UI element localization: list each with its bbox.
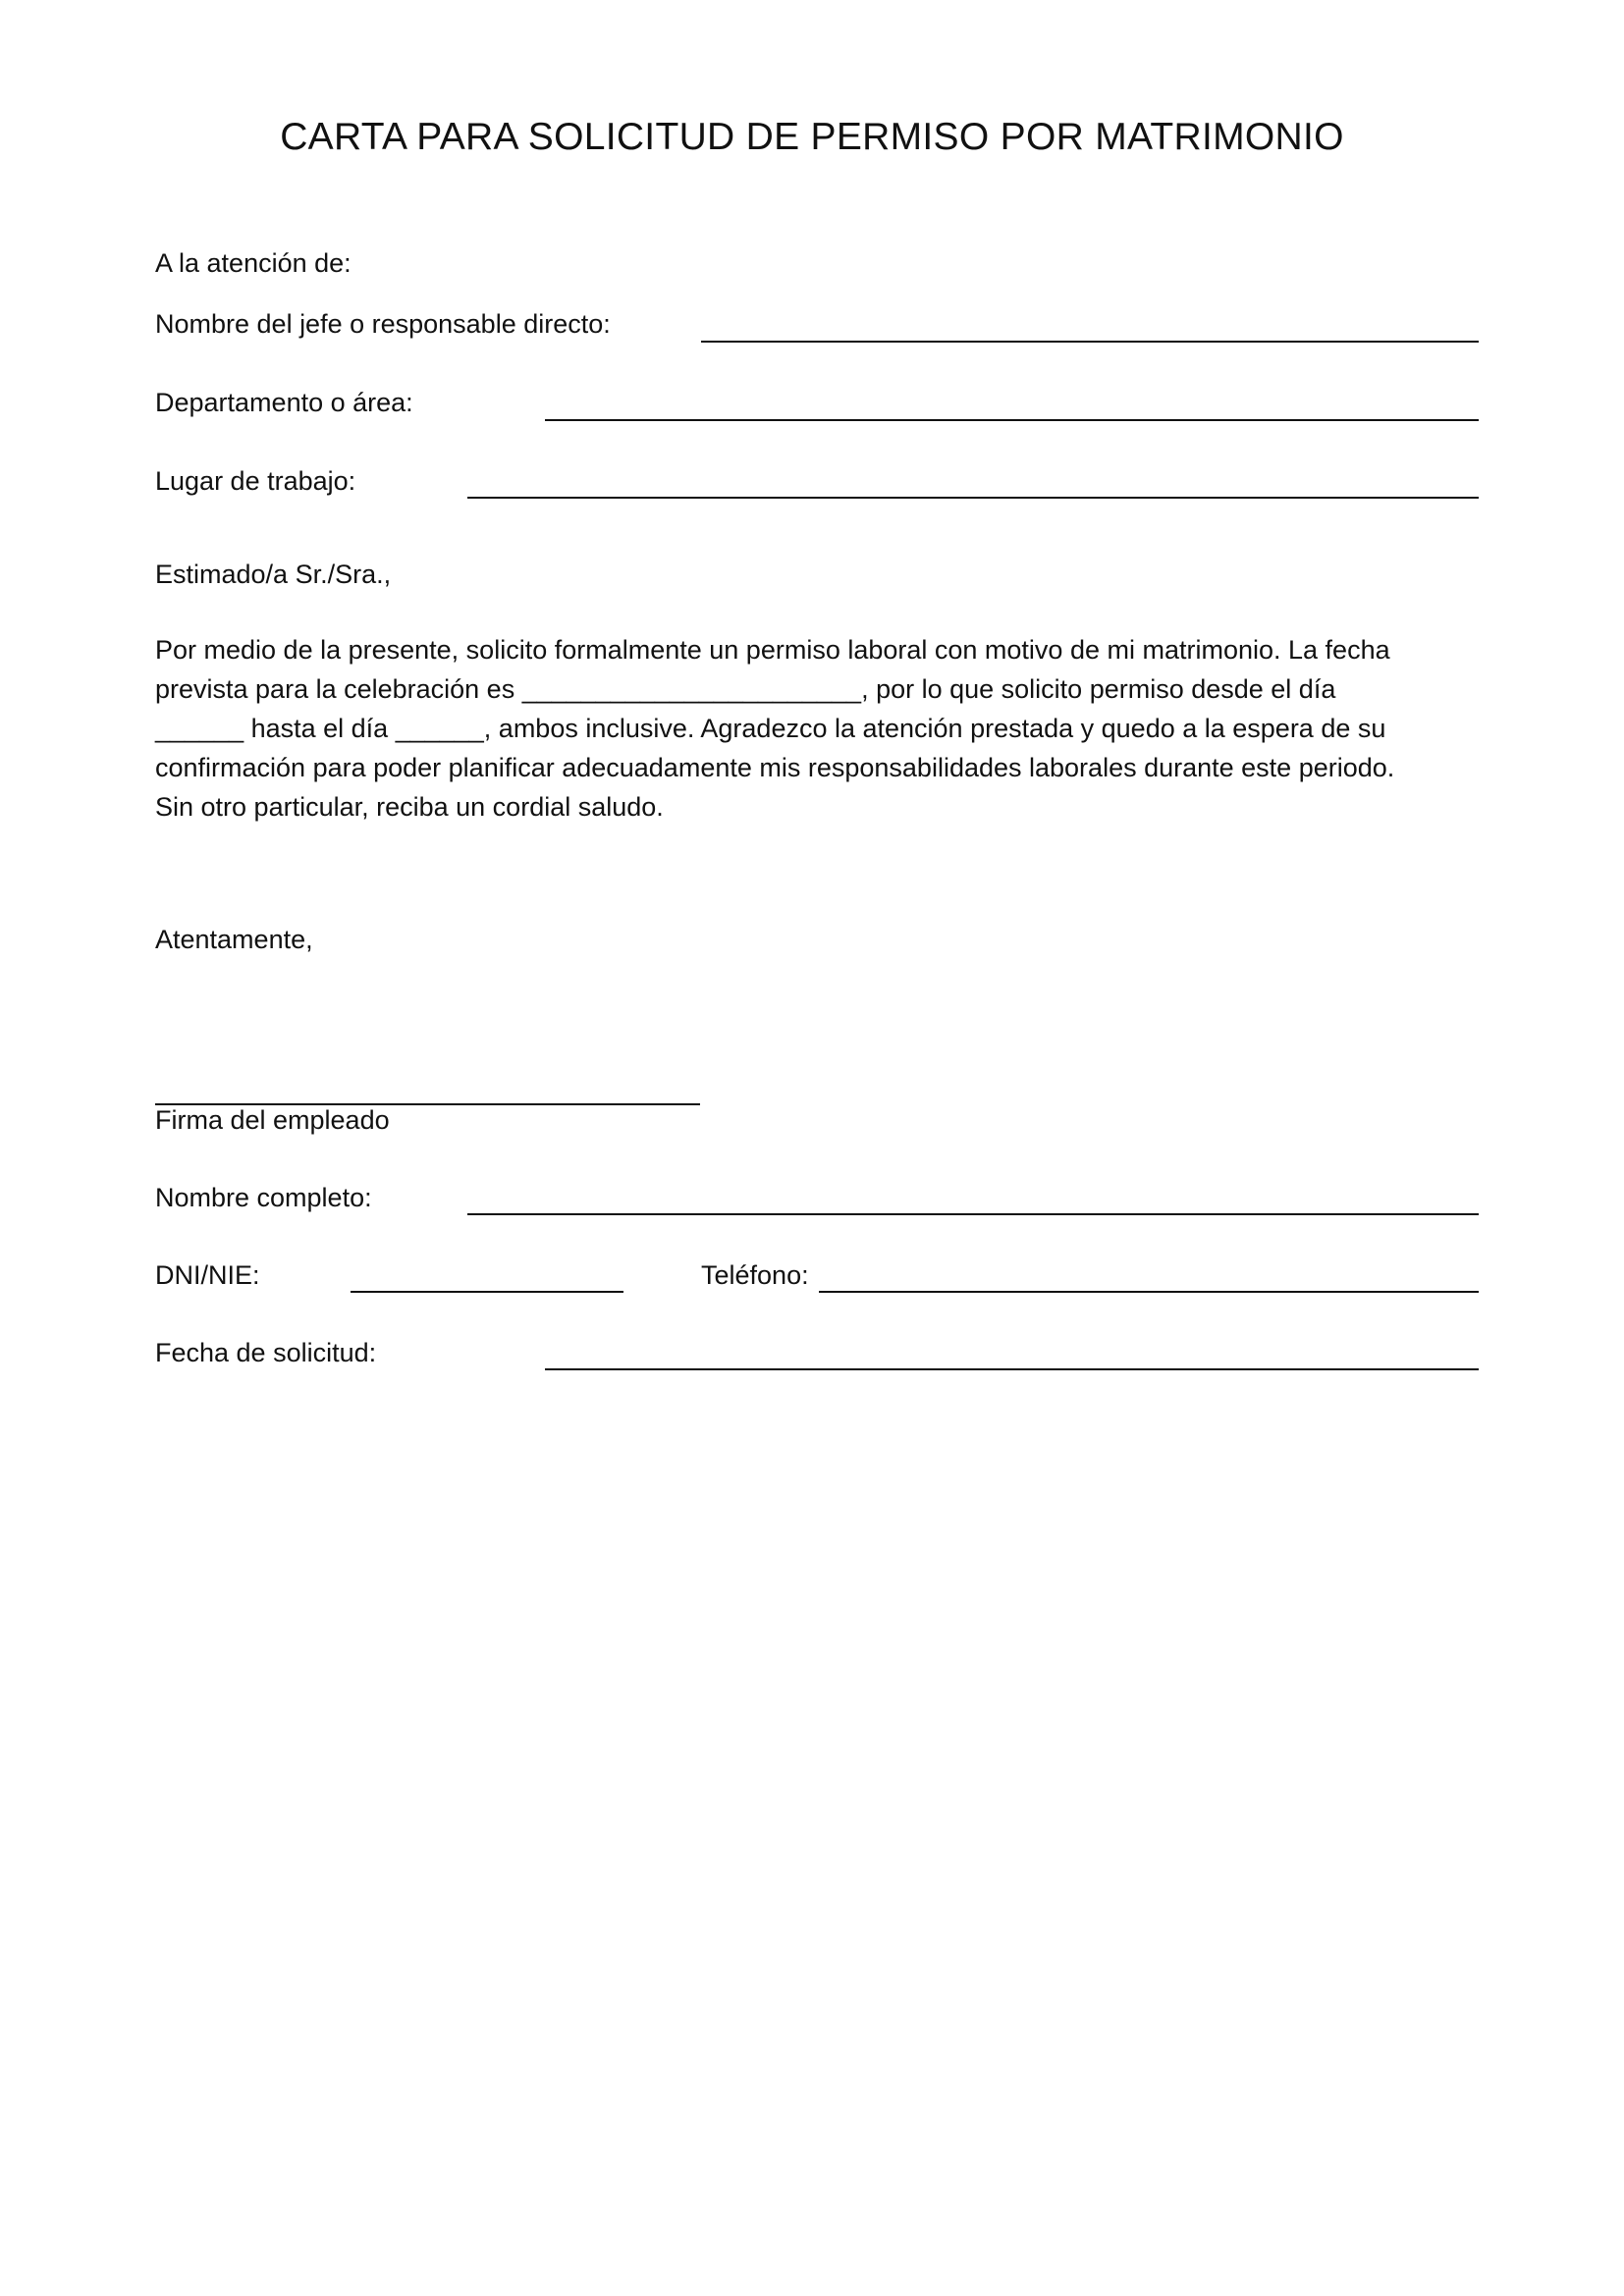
boss-name-label: Nombre del jefe o responsable directo: xyxy=(155,309,611,339)
department-label: Departamento o área: xyxy=(155,388,413,417)
document-title: CARTA PARA SOLICITUD DE PERMISO POR MATRIMONIO xyxy=(280,116,1344,158)
body-line: ______ hasta el día ______, ambos inclusive. Agradezco la atención prestada y quedo a la espera de su xyxy=(155,714,1386,743)
request-date-label: Fecha de solicitud: xyxy=(155,1338,377,1367)
dni-field-line[interactable] xyxy=(351,1291,623,1293)
full-name-label: Nombre completo: xyxy=(155,1183,372,1212)
workplace-label: Lugar de trabajo: xyxy=(155,466,356,496)
request-date-field-line[interactable] xyxy=(545,1368,1479,1370)
workplace-field-line[interactable] xyxy=(467,497,1479,499)
body-line: Por medio de la presente, solicito formalmente un permiso laboral con motivo de mi matrimonio. La fecha xyxy=(155,635,1390,665)
boss-name-field-line[interactable] xyxy=(701,341,1479,343)
dni-label: DNI/NIE: xyxy=(155,1260,260,1290)
body-line: prevista para la celebración es _______________________, por lo que solicito permiso desde el día xyxy=(155,674,1336,704)
full-name-field-line[interactable] xyxy=(467,1213,1479,1215)
body-line: Sin otro particular, reciba un cordial saludo. xyxy=(155,792,664,822)
greeting: Estimado/a Sr./Sra., xyxy=(155,560,392,589)
closing: Atentamente, xyxy=(155,925,313,954)
department-field-line[interactable] xyxy=(545,419,1479,421)
body-line: confirmación para poder planificar adecuadamente mis responsabilidades laborales durante este periodo. xyxy=(155,753,1395,782)
signature-label: Firma del empleado xyxy=(155,1105,390,1135)
phone-field-line[interactable] xyxy=(819,1291,1479,1293)
phone-label: Teléfono: xyxy=(701,1260,809,1290)
letter-body xyxy=(155,630,1471,827)
recipient-heading: A la atención de: xyxy=(155,248,352,278)
